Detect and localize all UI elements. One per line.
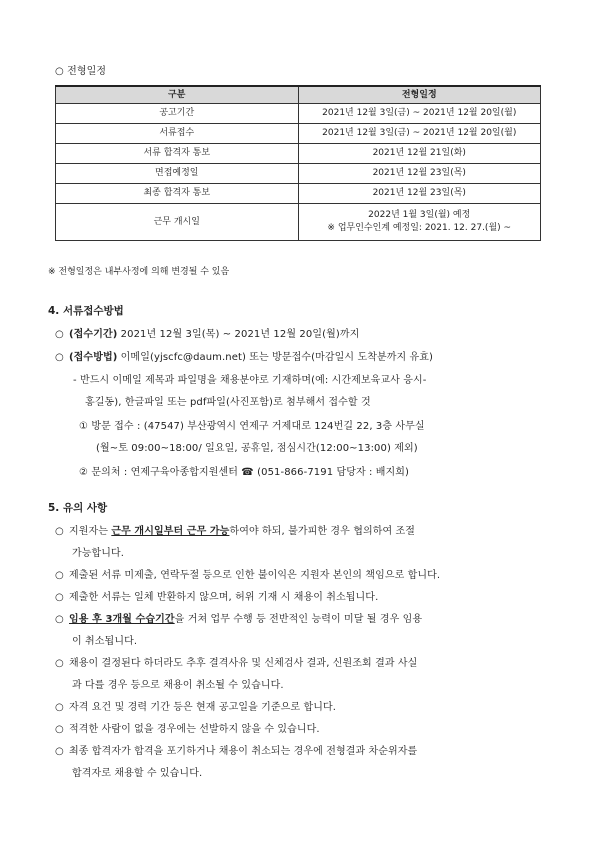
notice-item-8-cont: 합격자로 채용할 수 있습니다. <box>72 768 203 779</box>
notice-text: 지원자는 <box>69 526 112 537</box>
table-cell-label: 최종 합격자 통보 <box>56 184 299 204</box>
table-cell-label: 서류 합격자 통보 <box>56 144 299 164</box>
notice-item-4-cont: 이 취소됩니다. <box>72 636 138 647</box>
contact-line: ② 문의처 : 연제구육아종합지원센터 ☎ (051-866-7191 담당자 : 배지희) <box>79 467 410 478</box>
period-text: 2021년 12월 3일(목) ~ 2021년 12월 20일(월)까지 <box>117 329 360 340</box>
notice-item-5 <box>55 654 417 669</box>
table-cell-date <box>298 204 541 241</box>
table-header-cell: 전형일정 <box>298 86 541 104</box>
notice-item-8 <box>55 742 417 757</box>
bullet-circle: ○ <box>55 352 64 363</box>
bullet-circle: ○ <box>55 329 64 340</box>
method-line <box>55 348 433 363</box>
table-cell-label: 공고기간 <box>56 104 299 124</box>
section5-title: 5. 유의 사항 <box>48 502 108 514</box>
table-cell-date: 2021년 12월 3일(금) ~ 2021년 12월 20일(월) <box>298 104 541 124</box>
table-note: ※ 전형일정은 내부사정에 의해 변경될 수 있음 <box>48 267 230 277</box>
notice-text: 채용이 결정된다 하더라도 추후 결격사유 및 신체검사 결과, 신원조회 결과 사실 <box>69 658 418 669</box>
schedule-table <box>55 85 541 241</box>
bullet-circle: ○ <box>55 658 64 669</box>
table-header-cell: 구분 <box>56 86 299 104</box>
bullet-circle: ○ <box>55 592 64 603</box>
table-row <box>56 164 541 184</box>
bullet-circle: ○ <box>55 702 64 713</box>
notice-text: 하여야 하되, 불가피한 경우 협의하여 조절 <box>229 526 416 537</box>
bullet-circle: ○ <box>55 614 64 625</box>
table-cell-label: 서류접수 <box>56 124 299 144</box>
notice-item-7 <box>55 720 320 735</box>
start-date-line: 2022년 1월 3일(월) 예정 <box>368 210 471 220</box>
table-cell-label: 근무 개시일 <box>56 204 299 241</box>
notice-item-1-cont: 가능합니다. <box>72 548 125 559</box>
notice-text: 자격 요건 및 경력 기간 등은 현재 공고일을 기준으로 합니다. <box>69 702 337 713</box>
table-cell-label: 면접예정일 <box>56 164 299 184</box>
table-cell-date: 2021년 12월 23일(목) <box>298 184 541 204</box>
method-text: 이메일(yjscfc@daum.net) 또는 방문접수(마감일시 도착분까지 유효) <box>117 352 434 363</box>
notice-item-1 <box>55 522 415 537</box>
dash-line-1: - 반드시 이메일 제목과 파일명을 채용분야로 기재하며(예: 시간제보육교사 응시- <box>73 375 427 386</box>
bullet-circle: ○ <box>55 724 64 735</box>
notice-text: 적격한 사람이 없을 경우에는 선발하지 않을 수 있습니다. <box>69 724 320 735</box>
notice-text: 제출된 서류 미제출, 연락두절 등으로 인한 불이익은 지원자 본인의 책임으로 합니다. <box>69 570 441 581</box>
notice-text: 을 거쳐 업무 수행 등 전반적인 능력이 미달 될 경우 임용 <box>174 614 423 625</box>
notice-emphasis: 근무 개시일부터 근무 가능 <box>111 526 230 537</box>
table-cell-date: 2021년 12월 23일(목) <box>298 164 541 184</box>
table-row <box>56 144 541 164</box>
table-row <box>56 204 541 241</box>
notice-item-3 <box>55 588 378 603</box>
period-line <box>55 325 359 340</box>
table-row <box>56 184 541 204</box>
notice-emphasis: 임용 후 3개월 수습기간 <box>69 614 175 625</box>
period-label: (접수기간) <box>69 329 118 340</box>
table-cell-date: 2021년 12월 21일(화) <box>298 144 541 164</box>
notice-item-2 <box>55 566 440 581</box>
bullet-circle: ○ <box>55 746 64 757</box>
notice-item-6 <box>55 698 336 713</box>
notice-item-5-cont: 과 다를 경우 등으로 채용이 취소될 수 있습니다. <box>72 680 284 691</box>
table-cell-date: 2021년 12월 3일(금) ~ 2021년 12월 20일(월) <box>298 124 541 144</box>
dash-line-2: 홍길동), 한글파일 또는 pdf파일(사진포함)로 첨부해서 접수할 것 <box>85 397 371 408</box>
method-label: (접수방법) <box>69 352 118 363</box>
section4-title: 4. 서류접수방법 <box>48 305 124 317</box>
table-row <box>56 124 541 144</box>
table-header-row <box>56 86 541 104</box>
visit-line-2: (월~토 09:00~18:00/ 일요일, 공휴일, 점심시간(12:00~13:00) 제외) <box>96 443 418 454</box>
notice-text: 제출한 서류는 일체 반환하지 않으며, 허위 기재 시 채용이 취소됩니다. <box>69 592 379 603</box>
visit-line-1: ① 방문 접수 : (47547) 부산광역시 연제구 거제대로 124번길 22, 3층 사무실 <box>79 421 425 432</box>
bullet-circle: ○ <box>55 570 64 581</box>
handover-date-line: ※ 업무인수인계 예정일: 2021. 12. 27.(월) ~ <box>327 223 512 233</box>
bullet-circle: ○ <box>55 526 64 537</box>
schedule-heading: ○ 전형일정 <box>55 66 107 77</box>
table-row <box>56 104 541 124</box>
notice-text: 최종 합격자가 합격을 포기하거나 채용이 취소되는 경우에 전형결과 차순위자를 <box>69 746 418 757</box>
notice-item-4 <box>55 610 422 625</box>
